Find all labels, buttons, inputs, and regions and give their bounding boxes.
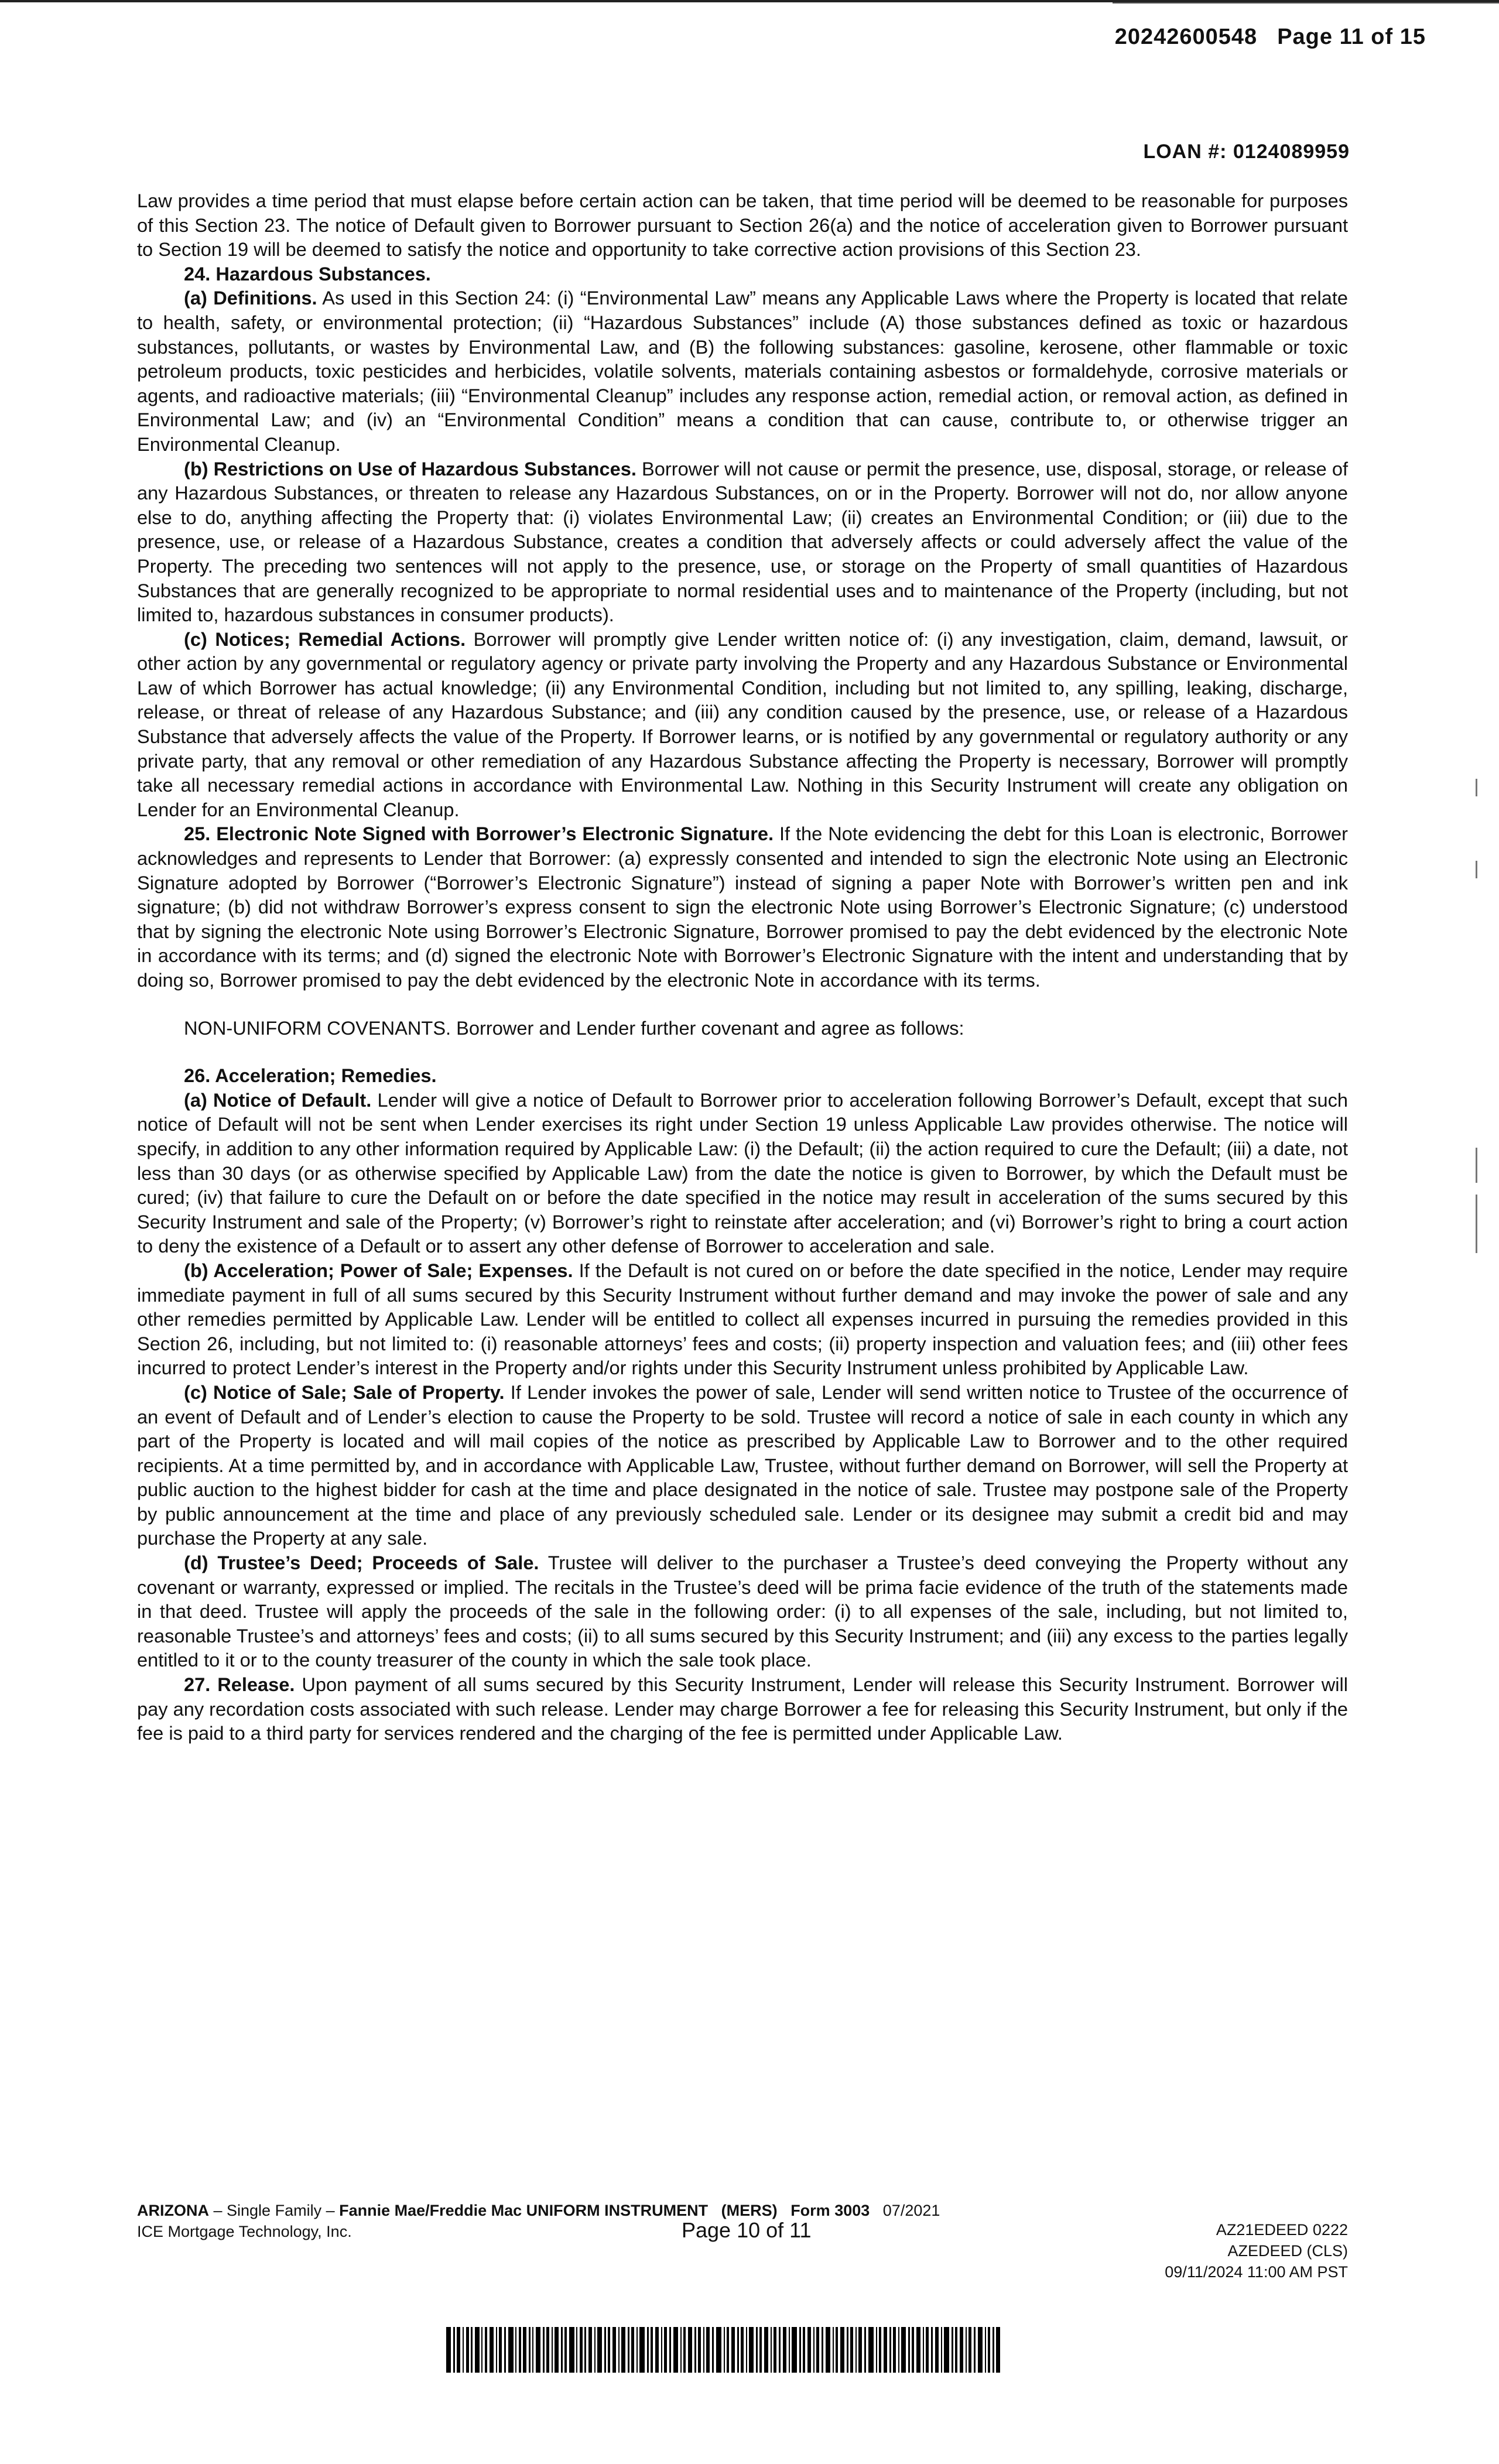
form-code-1: AZ21EDEED 0222 [1216, 2221, 1348, 2239]
form-prefix: – Single Family – [209, 2202, 340, 2219]
document-body [137, 189, 1348, 1746]
section-24a-text: As used in this Section 24: (i) “Environmental Law” means any Applicable Laws where the Property is located that relate to health, safety, or environmental protection; (ii) “Hazardous Substances” include (A) those substances defined as toxic or hazardous substances, pollutants, or wastes by Environmental Law, and (B) the following substances: gasoline, kerosene, other flammable or toxic petroleum products, toxic pesticides and herbicides, volatile solvents, materials containing asbestos or formaldehyde, corrosive materials or agents, and radioactive materials; (iii) “Environmental Cleanup” includes any response action, remedial action, or removal action, as defined in Environmental Law; and (iv) an “Environmental Condition” means a condition that can cause, contribute to, or otherwise trigger an Environmental Cleanup. [137, 287, 1348, 455]
form-title [137, 2202, 940, 2220]
section-26a-heading: (a) Notice of Default. [184, 1089, 372, 1111]
section-24c [137, 627, 1348, 822]
form-date: 07/2021 [882, 2202, 940, 2219]
section-26c-heading: (c) Notice of Sale; Sale of Property. [184, 1381, 505, 1403]
form-mers: (MERS) [721, 2202, 778, 2219]
recording-header [1115, 25, 1426, 50]
scan-artifact [1476, 1195, 1477, 1253]
barcode [446, 2327, 1000, 2373]
form-number: Form 3003 [790, 2202, 870, 2219]
section-24b-heading: (b) Restrictions on Use of Hazardous Substances. [184, 457, 636, 480]
section-26a-text: Lender will give a notice of Default to Borrower prior to acceleration following Borrower’s Default, except that such notice of Default will not be sent when Lender exercises its right under Section 19 unless Applicable Law provides otherwise. The notice will specify, in addition to any other information required by Applicable Law: (i) the Default; (ii) the action required to cure the Default; (iii) a date, not less than 30 days (or as otherwise specified by Applicable Law) from the date the notice is given to Borrower, by which the Default must be cured; (iv) that failure to cure the Default on or before the date specified in the notice may result in acceleration of the sums secured by this Security Instrument and sale of the Property; (v) Borrower’s right to reinstate after acceleration; and (vi) Borrower’s right to bring a court action to deny the existence of a Default or to assert any other defense of Borrower to acceleration and sale. [137, 1089, 1348, 1257]
section-25-text: If the Note evidencing the debt for this Loan is electronic, Borrower acknowledges and represents to Lender that Borrower: (a) expressly consented and intended to sign the electronic Note using an Electronic Signature adopted by Borrower (“Borrower’s Electronic Signature”) instead of signing a paper Note with Borrower’s written pen and ink signature; (b) did not withdraw Borrower’s express consent to sign the electronic Note using Borrower’s Electronic Signature; (c) understood that by signing the electronic Note using Borrower’s Electronic Signature, Borrower promised to pay the debt evidenced by the electronic Note in accordance with its terms; and (d) signed the electronic Note with Borrower’s Electronic Signature with the intent and understanding that by doing so, Borrower promised to pay the debt evidenced by the electronic Note in accordance with its terms. [137, 823, 1348, 991]
section-26b-text: If the Default is not cured on or before the date specified in the notice, Lender may require immediate payment in full of all sums secured by this Security Instrument without further demand and may invoke the power of sale and any other remedies permitted by Applicable Law. Lender will be entitled to collect all expenses incurred in pursuing the remedies provided in this Section 26, including, but not limited to: (i) reasonable attorneys’ fees and costs; (ii) property inspection and valuation fees; and (iii) other fees incurred to protect Lender’s interest in the Property and/or rights under this Security Instrument unless prohibited by Applicable Law. [137, 1259, 1348, 1379]
loan-number: LOAN #: 0124089959 [1143, 141, 1350, 163]
form-name: Fannie Mae/Freddie Mac UNIFORM INSTRUMENT [339, 2202, 709, 2219]
form-timestamp: 09/11/2024 11:00 AM PST [1165, 2263, 1348, 2281]
scan-artifact [1476, 861, 1477, 878]
scan-artifact [1476, 1148, 1477, 1183]
section-25-heading: 25. Electronic Note Signed with Borrower’s Electronic Signature. [184, 823, 774, 845]
section-25 [137, 822, 1348, 992]
non-uniform-covenants: NON-UNIFORM COVENANTS. Borrower and Lender further covenant and agree as follows: [184, 1017, 964, 1039]
scan-artifact [1476, 779, 1477, 796]
form-code-2: AZEDEED (CLS) [1227, 2242, 1348, 2260]
section-26-heading: 26. Acceleration; Remedies. [184, 1065, 437, 1087]
form-codes [1165, 2219, 1348, 2282]
section-24b-text: Borrower will not cause or permit the presence, use, disposal, storage, or release of any Hazardous Substances, or threaten to release any Hazardous Substances, on or in the Property. Borrower will not do, nor allow anyone else to do, anything affecting the Property that: (i) violates Environmental Law; (ii) creates an Environmental Condition; or (iii) due to the presence, use, or release of a Hazardous Substance, creates a condition that adversely affects or could adversely affect the value of the Property. The preceding two sentences will not apply to the presence, use, or storage on the Property of small quantities of Hazardous Substances that are generally recognized to be appropriate to normal residential uses and to maintenance of the Property (including, but not limited to, hazardous substances in consumer products). [137, 457, 1348, 626]
section-27 [137, 1672, 1348, 1746]
section-27-heading: 27. Release. [184, 1674, 295, 1696]
section-24-heading: 24. Hazardous Substances. [184, 262, 431, 285]
section-24b [137, 457, 1348, 627]
paragraph-section-23-cont: Law provides a time period that must elapse before certain action can be taken, that time period will be deemed to be reasonable for purposes of this Section 23. The notice of Default given to Borrower pursuant to Section 26(a) and the notice of acceleration given to Borrower pursuant to Section 19 will be deemed to satisfy the notice and opportunity to take corrective action provisions of this Section 23. [137, 190, 1348, 261]
section-26a [137, 1088, 1348, 1258]
section-24a [137, 286, 1348, 456]
section-24c-heading: (c) Notices; Remedial Actions. [184, 628, 466, 650]
section-27-text: Upon payment of all sums secured by this Security Instrument, Lender will release this Security Instrument. Borrower will pay any recordation costs associated with such release. Lender may charge Borrower a fee for releasing this Security Instrument, but only if the fee is paid to a third party for services rendered and the charging of the fee is permitted under Applicable Law. [137, 1674, 1348, 1744]
form-vendor: ICE Mortgage Technology, Inc. [137, 2223, 352, 2240]
section-26d-text: Trustee will deliver to the purchaser a Trustee’s deed conveying the Property without any covenant or warranty, expressed or implied. The recitals in the Trustee’s deed will be prima facie evidence of the truth of the statements made in that deed. Trustee will apply the proceeds of the sale in the following order: (i) to all expenses of the sale, including, but not limited to, reasonable Trustee’s and attorneys’ fees and costs; (ii) to all sums secured by this Security Instrument; and (iii) any excess to the parties legally entitled to it or to the county treasurer of the county in which the sale took place. [137, 1552, 1348, 1671]
page-count: Page 11 of 15 [1277, 25, 1426, 49]
section-26b [137, 1258, 1348, 1380]
section-24c-text: Borrower will promptly give Lender written notice of: (i) any investigation, claim, demand, lawsuit, or other action by any governmental or regulatory agency or private party involving the Property and any Hazardous Substance or Environmental Law of which Borrower has actual knowledge; (ii) any Environmental Condition, including but not limited to, any spilling, leaking, discharge, release, or threat of release of any Hazardous Substance; and (iii) any condition caused by the presence, use, or release of a Hazardous Substance that adversely affects the value of the Property. If Borrower learns, or is notified by any governmental or regulatory authority or any private party, that any removal or other remediation of any Hazardous Substance affecting the Property is necessary, Borrower will promptly take all necessary remedial actions in accordance with Environmental Law. Nothing in this Security Instrument will create any obligation on Lender for an Environmental Cleanup. [137, 628, 1348, 820]
section-24a-heading: (a) Definitions. [184, 287, 317, 309]
form-footer [137, 2202, 1348, 2284]
top-scan-line-secondary [1113, 2, 1499, 4]
document-number: 20242600548 [1114, 25, 1258, 49]
form-inner-page: Page 10 of 11 [682, 2218, 812, 2242]
section-26c [137, 1380, 1348, 1551]
section-26d [137, 1551, 1348, 1672]
form-state: ARIZONA [137, 2202, 209, 2219]
section-26c-text: If Lender invokes the power of sale, Lender will send written notice to Trustee of the occurrence of an event of Default and of Lender’s election to cause the Property to be sold. Trustee will record a notice of sale in each county in which any part of the Property is located and will mail copies of the notice as prescribed by Applicable Law to Borrower and to the other required recipients. At a time permitted by, and in accordance with Applicable Law, Trustee, without further demand on Borrower, will sell the Property at public auction to the highest bidder for cash at the time and place designated in the notice of sale. Trustee may postpone sale of the Property by public announcement at the time and place of any previously scheduled sale. Lender or its designee may submit a credit bid and may purchase the Property at any sale. [137, 1381, 1348, 1549]
section-26d-heading: (d) Trustee’s Deed; Proceeds of Sale. [184, 1552, 539, 1574]
section-26b-heading: (b) Acceleration; Power of Sale; Expenses. [184, 1259, 573, 1281]
